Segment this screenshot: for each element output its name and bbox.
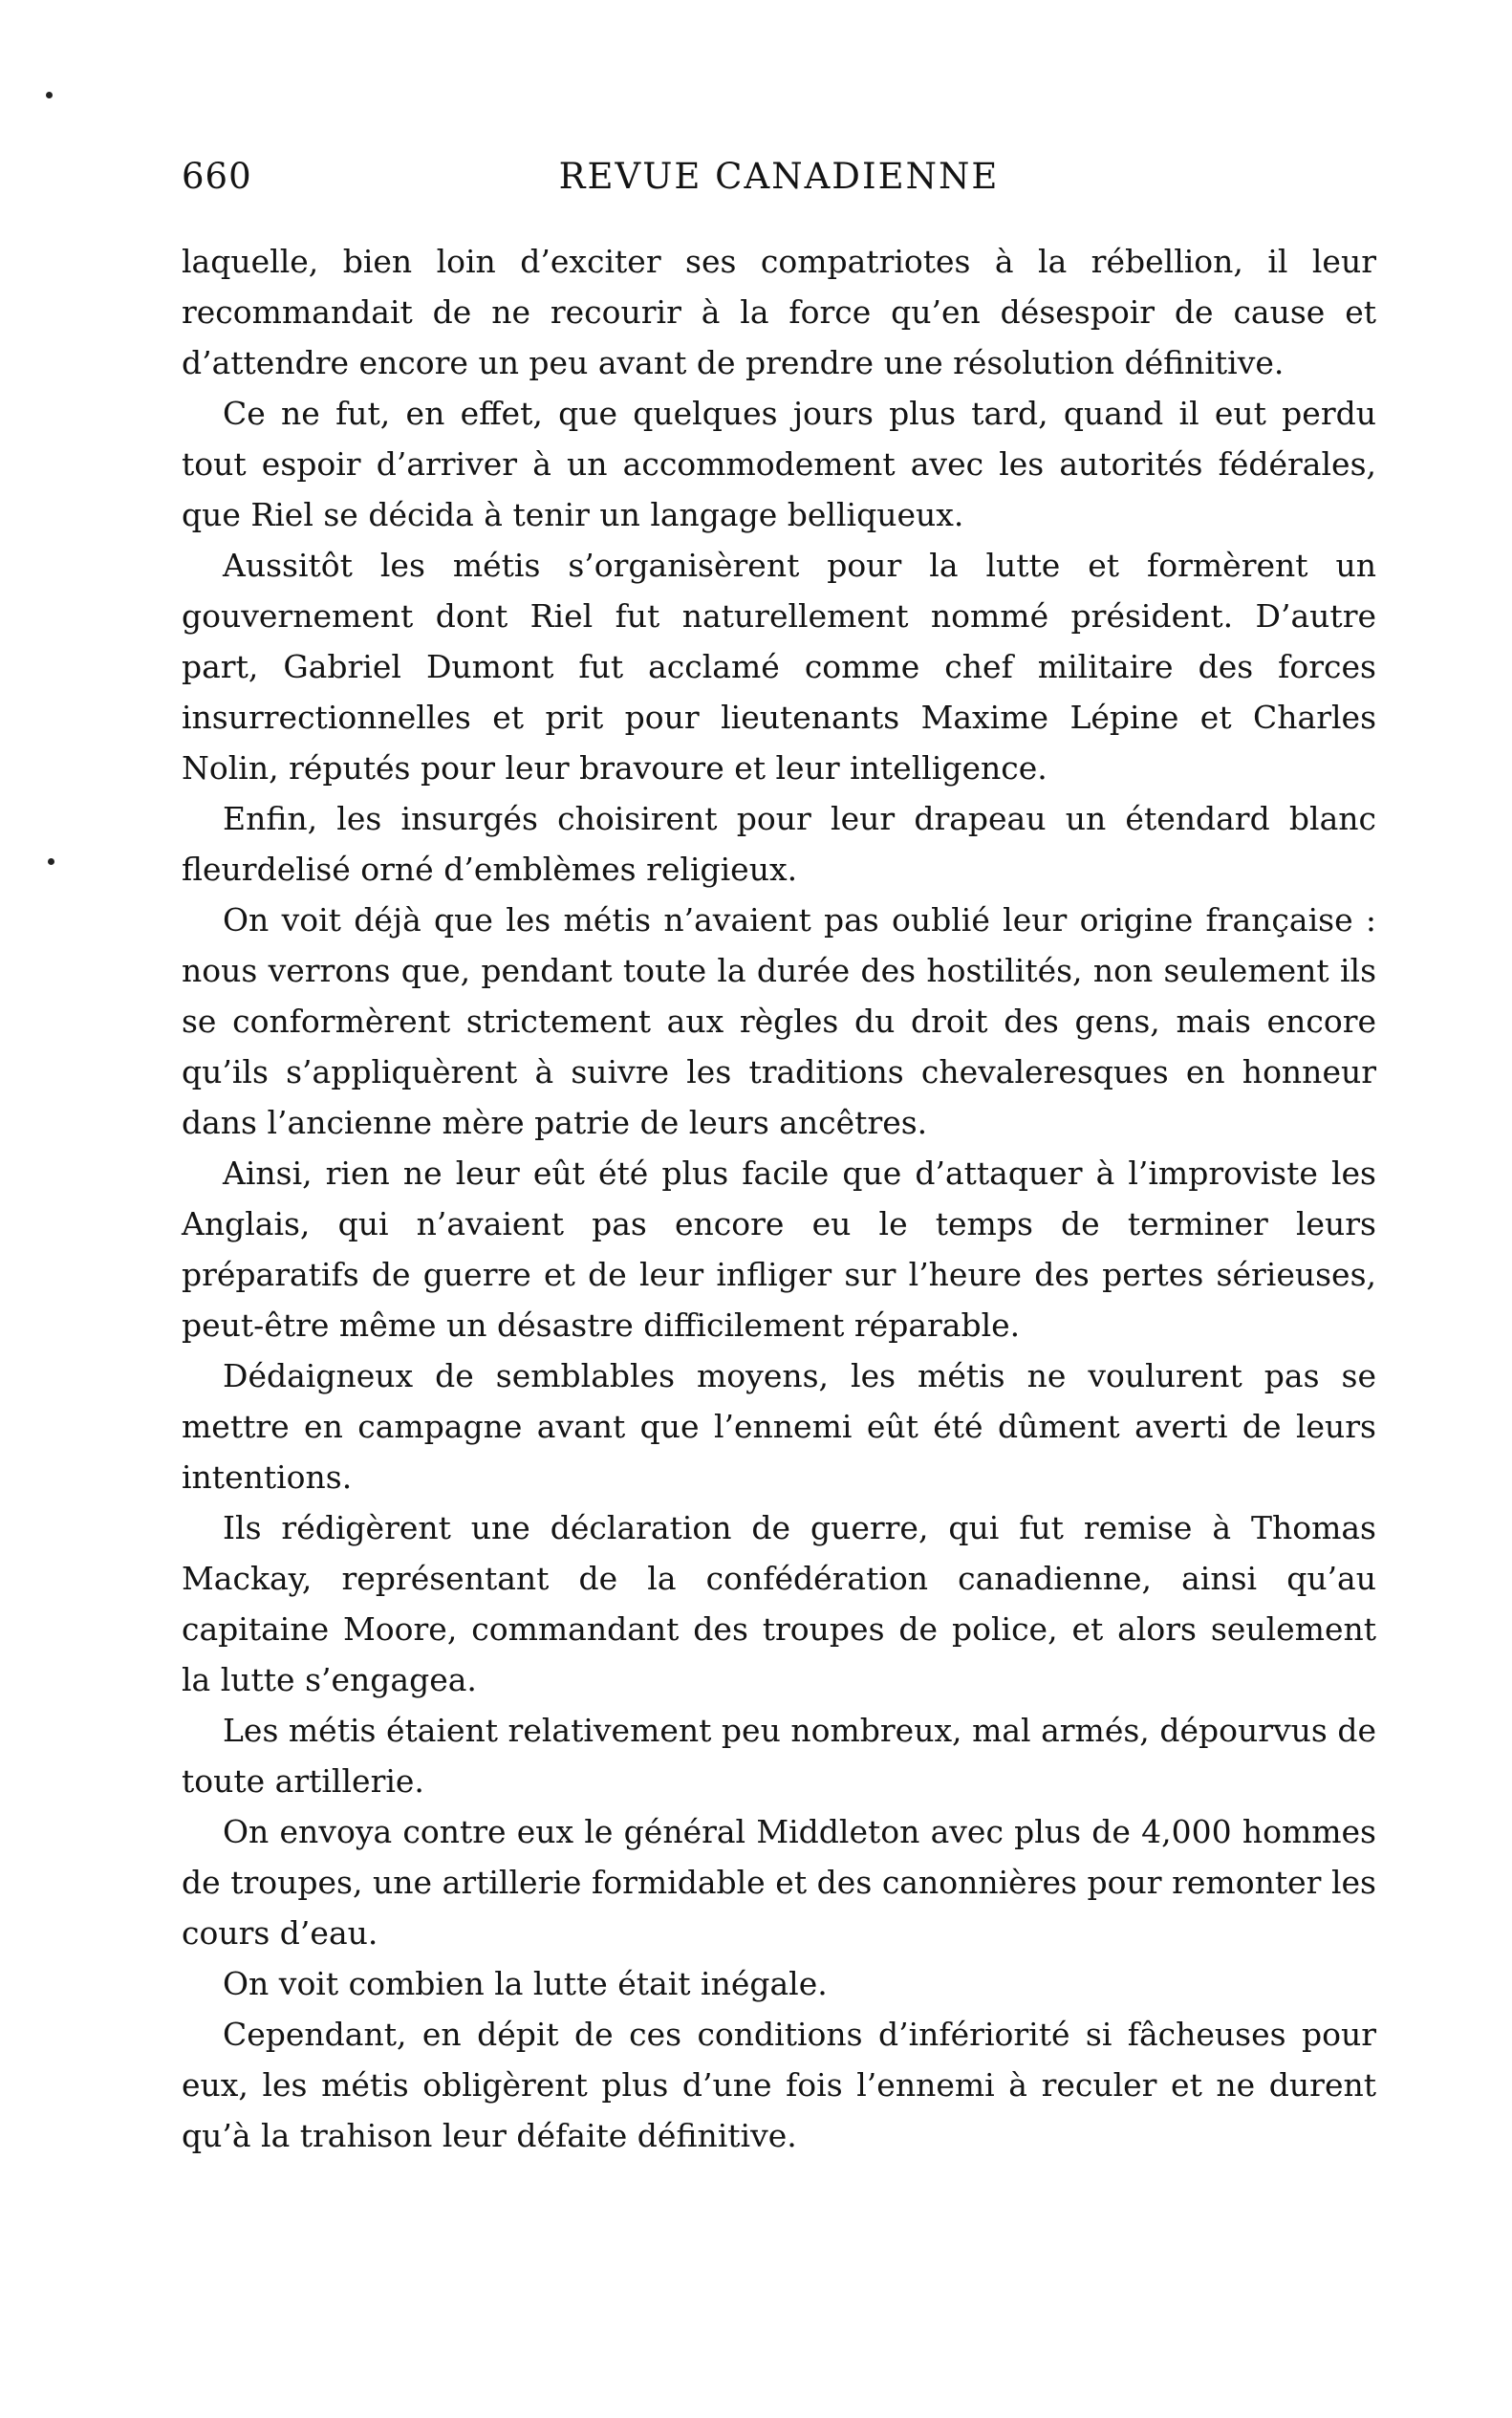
paragraph-9: Les métis étaient relativement peu nombreux, mal armés, dépourvus de toute artillerie. (182, 1712, 1376, 1800)
page-number: 660 (182, 156, 252, 197)
paragraph-1: laquelle, bien loin d’exciter ses compatriotes à la rébellion, il leur recommandait de ne recourir à la force qu’en désespoir de cause et d’attendre encore un peu avant de prendre une résolution définitive. (182, 243, 1376, 381)
body-text (182, 236, 1376, 2161)
paragraph-8: Ils rédigèrent une déclaration de guerre, qui fut remise à Thomas Mackay, représentant de la confédération canadienne, ainsi qu’au capitaine Moore, commandant des troupes de police, et alors seulement la lutte s’engagea. (182, 1509, 1376, 1698)
paragraph-4: Enfin, les insurgés choisirent pour leur drapeau un étendard blanc fleurdelisé orné d’emblèmes religieux. (182, 800, 1376, 888)
paragraph-2: Ce ne fut, en effet, que quelques jours plus tard, quand il eut perdu tout espoir d’arriver à un accommodement avec les autorités fédérales, que Riel se décida à tenir un langage belliqueux. (182, 395, 1376, 533)
running-title: REVUE CANADIENNE (558, 156, 1000, 197)
margin-speck-middle (48, 858, 54, 865)
paragraph-11: On voit combien la lutte était inégale. (223, 1965, 828, 2002)
paragraph-5: On voit déjà que les métis n’avaient pas oublié leur origine française : nous verrons que, pendant toute la durée des hostilités, non seulement ils se conformèrent strictement aux règles du droit des gens, mais encore qu’ils s’appliquèrent à suivre les traditions chevaleresques en honneur dans l’ancienne mère patrie de leurs ancêtres. (182, 901, 1376, 1141)
paragraph-7: Dédaigneux de semblables moyens, les métis ne voulurent pas se mettre en campagne avant que l’ennemi eût été dûment averti de leurs intentions. (182, 1357, 1376, 1496)
paragraph-10: On envoya contre eux le général Middleton avec plus de 4,000 hommes de troupes, une artillerie formidable et des canonnières pour remonter les cours d’eau. (182, 1813, 1376, 1952)
paragraph-6: Ainsi, rien ne leur eût été plus facile que d’attaquer à l’improviste les Anglais, qui n’avaient pas encore eu le temps de terminer leurs préparatifs de guerre et de leur infliger sur l’heure des pertes sérieuses, peut-être même un désastre difficilement réparable. (182, 1155, 1376, 1344)
paragraph-12: Cependant, en dépit de ces conditions d’infériorité si fâcheuses pour eux, les métis obligèrent plus d’une fois l’ennemi à reculer et ne durent qu’à la trahison leur défaite définitive. (182, 2016, 1376, 2154)
margin-speck-top (46, 92, 53, 98)
page-header (182, 148, 1376, 205)
paragraph-3: Aussitôt les métis s’organisèrent pour la lutte et formèrent un gouvernement dont Riel fut naturellement nommé président. D’autre part, Gabriel Dumont fut acclamé comme chef militaire des forces insurrectionnelles et prit pour lieutenants Maxime Lépine et Charles Nolin, réputés pour leur bravoure et leur intelligence. (182, 547, 1376, 787)
